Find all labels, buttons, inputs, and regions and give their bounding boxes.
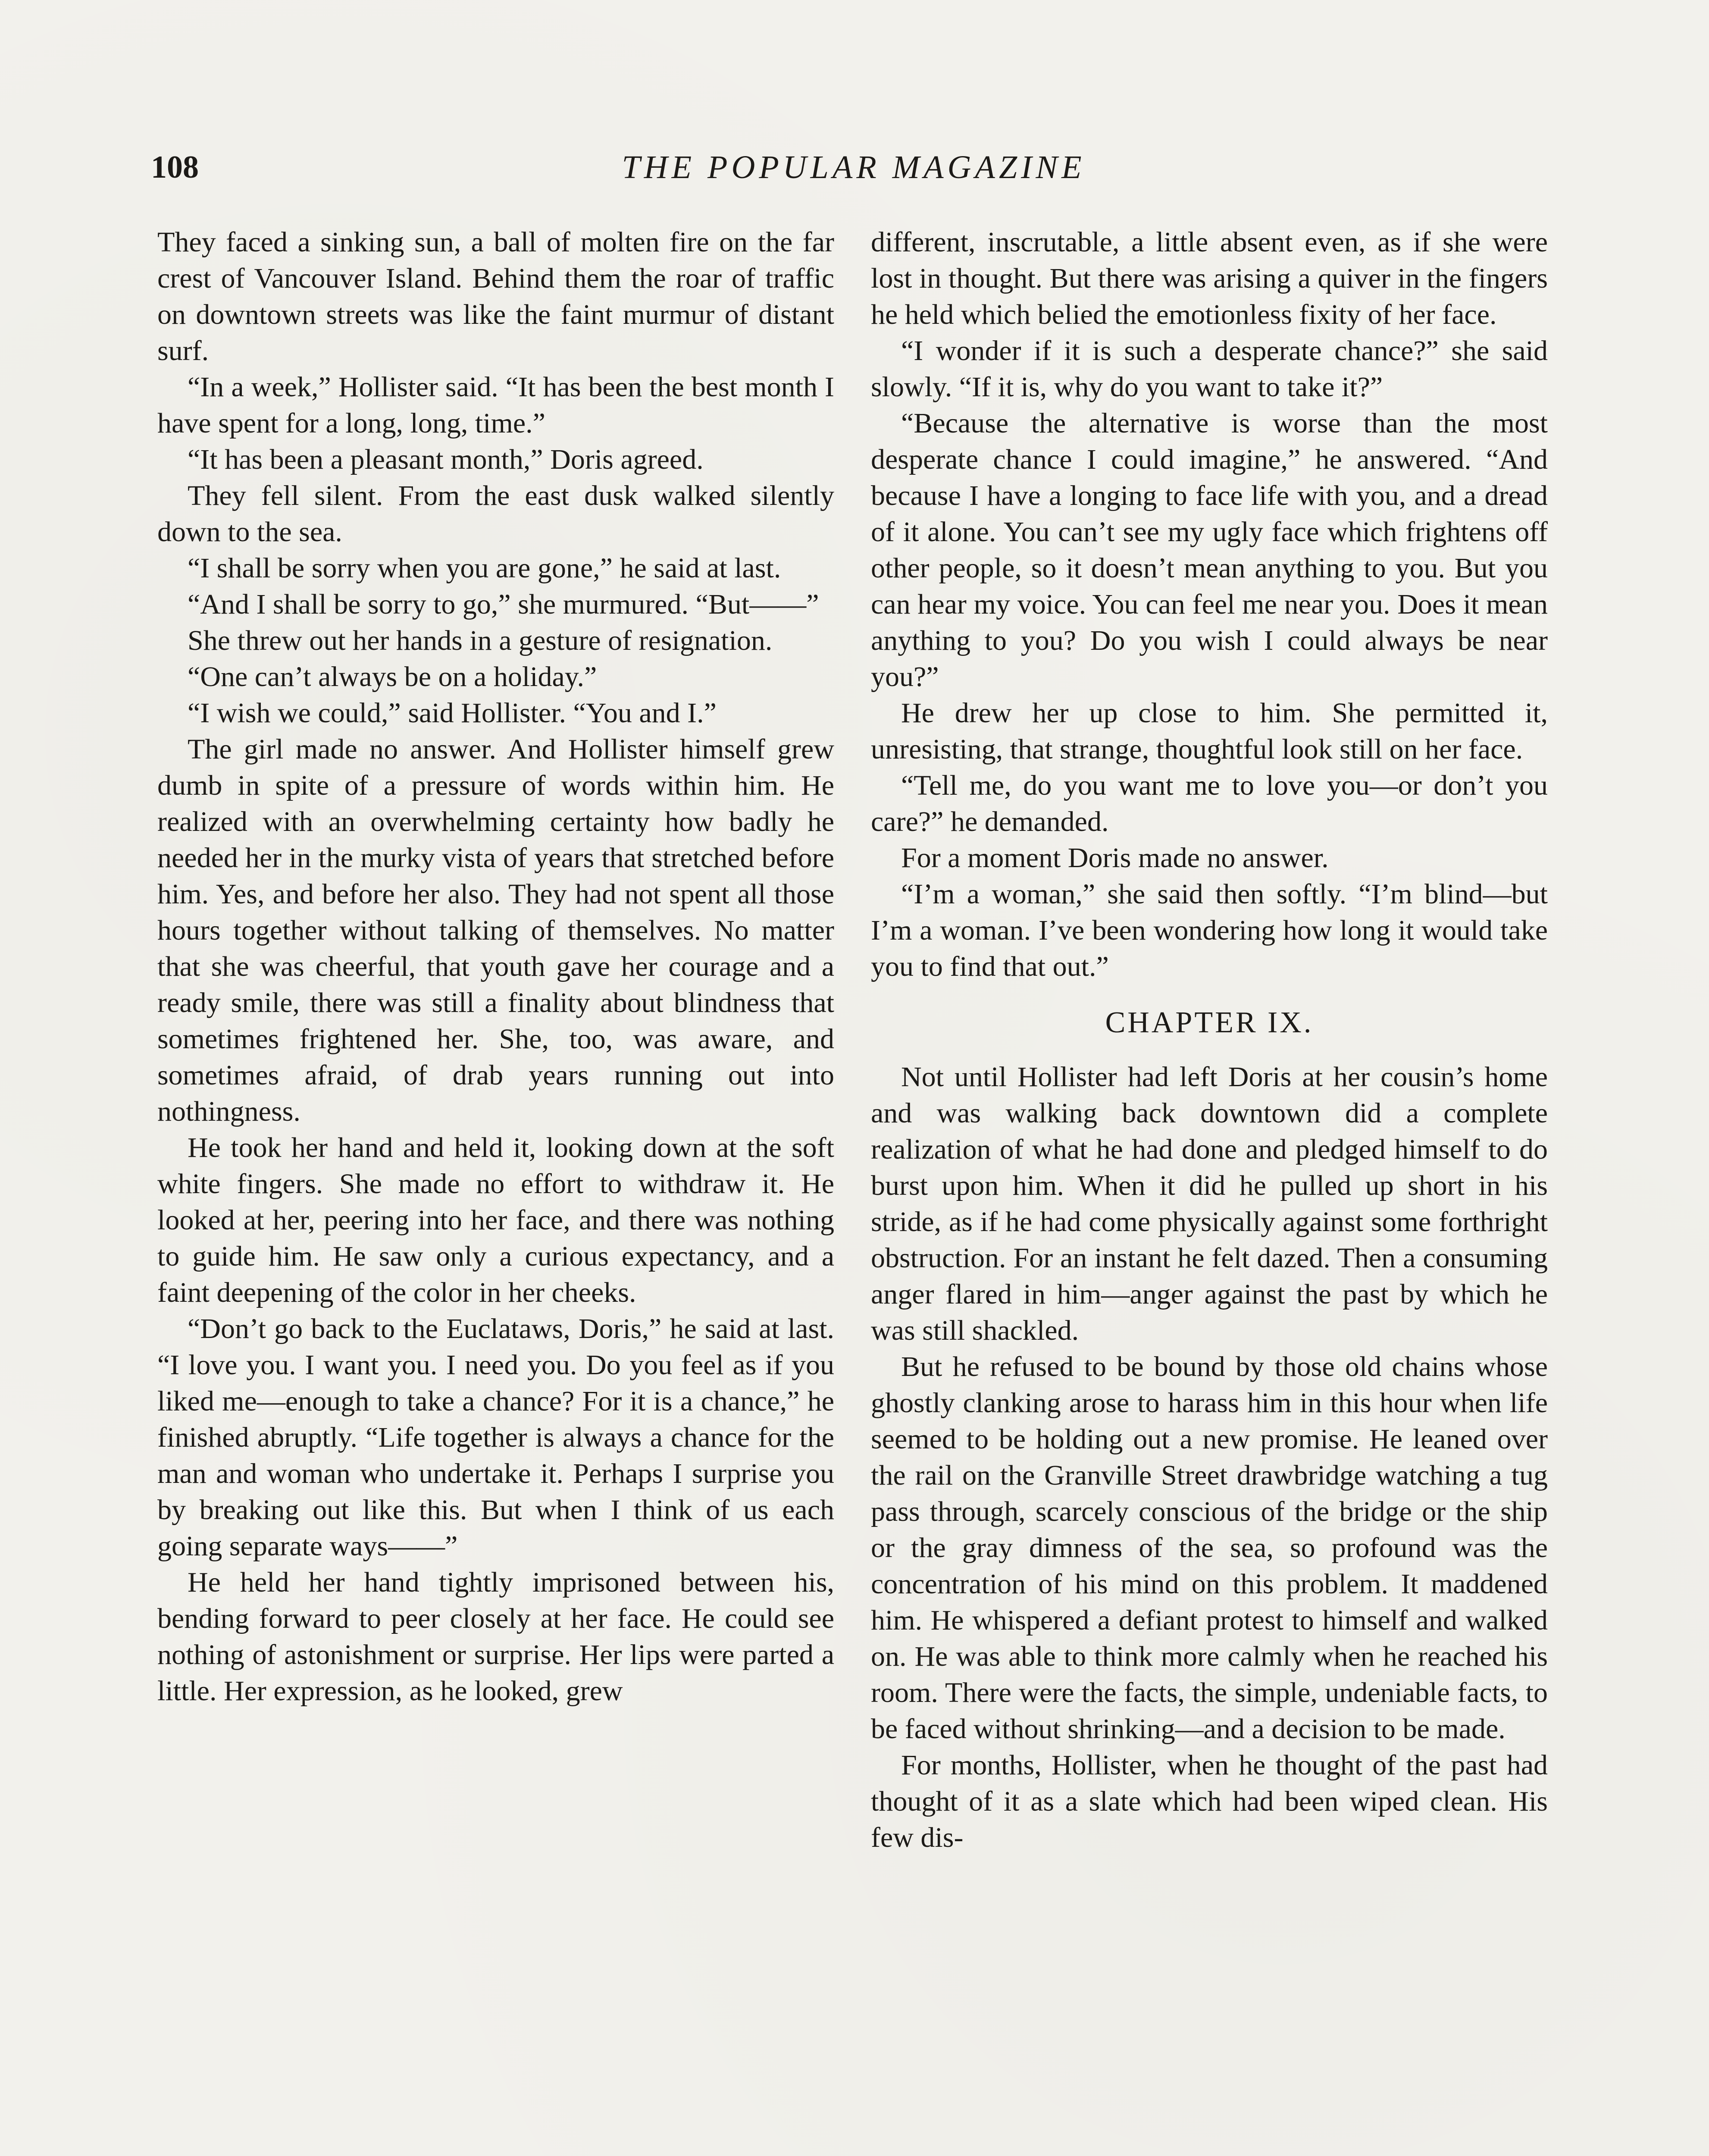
right-column — [871, 224, 1548, 2156]
running-head: THE POPULAR MAGAZINE — [622, 149, 1086, 185]
paragraph: For months, Hollister, when he thought of the past had thought of it as a slate which had been wiped clean. His few dis- — [871, 1749, 1548, 1853]
paragraph: “I wonder if it is such a desperate chance?” she said slowly. “If it is, why do you want to take it?” — [871, 335, 1548, 403]
page-number: 108 — [151, 150, 199, 185]
paragraph: “I wish we could,” said Hollister. “You and I.” — [188, 697, 717, 729]
paragraph: “Tell me, do you want me to love you—or don’t you care?” he demanded. — [871, 770, 1548, 837]
paragraph: For a moment Doris made no answer. — [901, 842, 1329, 874]
paragraph: “One can’t always be on a holiday.” — [188, 661, 597, 693]
left-column — [157, 224, 834, 2156]
paragraph: The girl made no answer. And Hollister himself grew dumb in spite of a pressure of words within him. He realized with an overwhelming certainty how badly he needed her in the murky vista of years that stretched before him. Yes, and before her also. They had not spent all those hours together without talking of themselves. No matter that she was cheerful, that youth gave her courage and a ready smile, there was still a finality about blindness that sometimes frightened her. She, too, was aware, and sometimes afraid, of drab years running out into nothingness. — [157, 733, 834, 1127]
paragraph: “It has been a pleasant month,” Doris agreed. — [188, 444, 704, 475]
paragraph: He drew her up close to him. She permitted it, unresisting, that strange, thoughtful look still on her face. — [871, 697, 1548, 765]
paragraph: They faced a sinking sun, a ball of molten fire on the far crest of Vancouver Island. Behind them the roar of traffic on downtown streets was like the faint murmur of distant surf. — [157, 226, 834, 367]
chapter-heading: CHAPTER IX. — [1105, 1006, 1314, 1039]
paragraph: “I’m a woman,” she said then softly. “I’m blind—but I’m a woman. I’ve been wondering how long it would take you to find that out.” — [871, 878, 1548, 982]
paragraph: different, inscrutable, a little absent even, as if she were lost in thought. But there was arising a quiver in the fingers he held which belied the emotionless fixity of her face. — [871, 226, 1548, 330]
paragraph: “Don’t go back to the Euclataws, Doris,” he said at last. “I love you. I want you. I need you. Do you feel as if you liked me—enough to take a chance? For it is a chance,” he finished abruptly. “Life together is always a chance for the man and woman who undertake it. Perhaps I surprise you by breaking out like this. But when I think of us each going separate ways——” — [157, 1313, 834, 1562]
page-header — [151, 137, 1556, 197]
paragraph: He took her hand and held it, looking down at the soft white fingers. She made no effort to withdraw it. He looked at her, peering into her face, and there was nothing to guide him. He saw only a curious expectancy, and a faint deepening of the color in her cheeks. — [157, 1132, 834, 1308]
paragraph: She threw out her hands in a gesture of resignation. — [188, 625, 773, 656]
paragraph: Not until Hollister had left Doris at her cousin’s home and was walking back downtown did a complete realization of what he had done and pledged himself to do burst upon him. When it did he pulled up short in his stride, as if he had come physically against some forthright obstruction. For an instant he felt dazed. Then a consuming anger flared in him—anger against the past by which he was still shackled. — [871, 1061, 1548, 1346]
paragraph: But he refused to be bound by those old chains whose ghostly clanking arose to harass him in this hour when life seemed to be holding out a new promise. He leaned over the rail on the Granville Street drawbridge watching a tug pass through, scarcely conscious of the bridge or the ship or the gray dimness of the sea, so profound was the concentration of his mind on this problem. It maddened him. He whispered a defiant protest to himself and walked on. He was able to think more calmly when he reached his room. There were the facts, the simple, undeniable facts, to be faced without shrinking—and a decision to be made. — [871, 1351, 1548, 1745]
paragraph: He held her hand tightly imprisoned between his, bending forward to peer closely at her face. He could see nothing of astonishment or surprise. Her lips were parted a little. Her expression, as he looked, grew — [157, 1567, 834, 1707]
paragraph: “In a week,” Hollister said. “It has been the best month I have spent for a long, long, time.” — [157, 371, 834, 439]
paragraph: “Because the alternative is worse than the most desperate chance I could imagine,” he answered. “And because I have a longing to face life with you, and a dread of it alone. You can’t see my ugly face which frightens off other people, so it doesn’t mean anything to you. But you can hear my voice. You can feel me near you. Does it mean anything to you? Do you wish I could always be near you?” — [871, 407, 1548, 693]
paragraph: “And I shall be sorry to go,” she murmured. “But——” — [188, 589, 819, 620]
paragraph: They fell silent. From the east dusk walked silently down to the sea. — [157, 480, 834, 548]
paragraph: “I shall be sorry when you are gone,” he said at last. — [188, 552, 781, 584]
